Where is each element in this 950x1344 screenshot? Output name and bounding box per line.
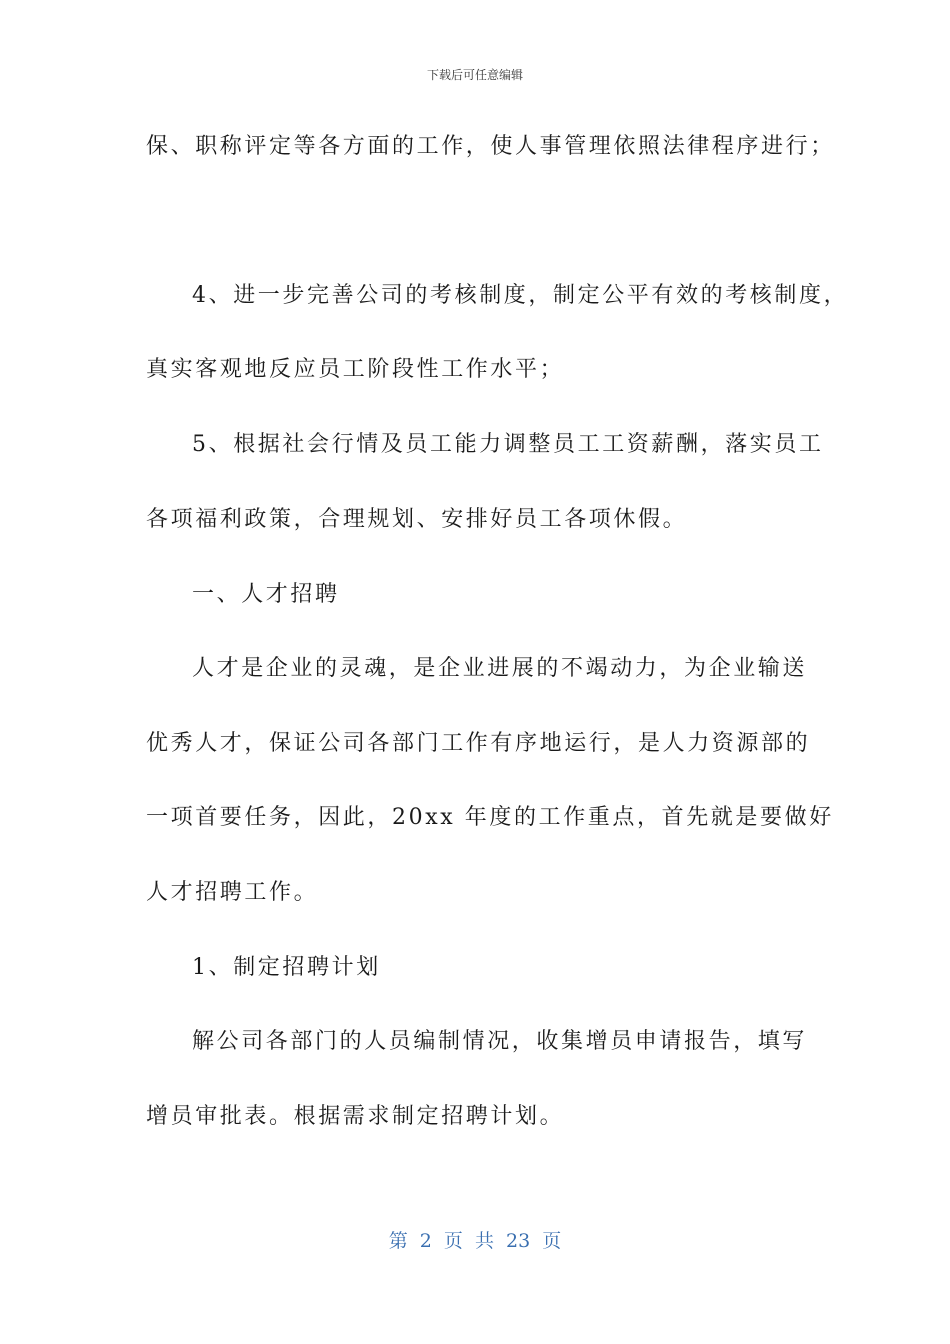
body-line-2: 4、进一步完善公司的考核制度，制定公平有效的考核制度， [192, 283, 849, 308]
section-heading-talent-recruitment: 一、人才招聘 [192, 582, 340, 607]
body-line-1: 保、职称评定等各方面的工作，使人事管理依照法律程序进行； [146, 134, 835, 159]
body-line-12: 解公司各部门的人员编制情况，收集增员申请报告，填写 [192, 1029, 808, 1054]
body-line-7: 人才是企业的灵魂，是企业进展的不竭动力，为企业输送 [192, 656, 808, 681]
page-number-footer: 第 2 页 共 23 页 [388, 1230, 562, 1252]
body-line-9: 一项首要任务，因此，20xx 年度的工作重点，首先就是要做好 [146, 805, 834, 830]
page-header: 下载后可任意编辑 [426, 68, 523, 82]
body-line-5: 各项福利政策，合理规划、安排好员工各项休假。 [146, 507, 688, 532]
body-line-4: 5、根据社会行情及员工能力调整员工工资薪酬，落实员工 [192, 432, 824, 457]
body-line-13: 增员审批表。根据需求制定招聘计划。 [146, 1104, 565, 1129]
subheading-recruitment-plan: 1、制定招聘计划 [192, 955, 381, 980]
body-line-8: 优秀人才，保证公司各部门工作有序地运行，是人力资源部的 [146, 731, 811, 756]
body-line-10: 人才招聘工作。 [146, 880, 319, 905]
body-line-3: 真实客观地反应员工阶段性工作水平； [146, 357, 565, 382]
